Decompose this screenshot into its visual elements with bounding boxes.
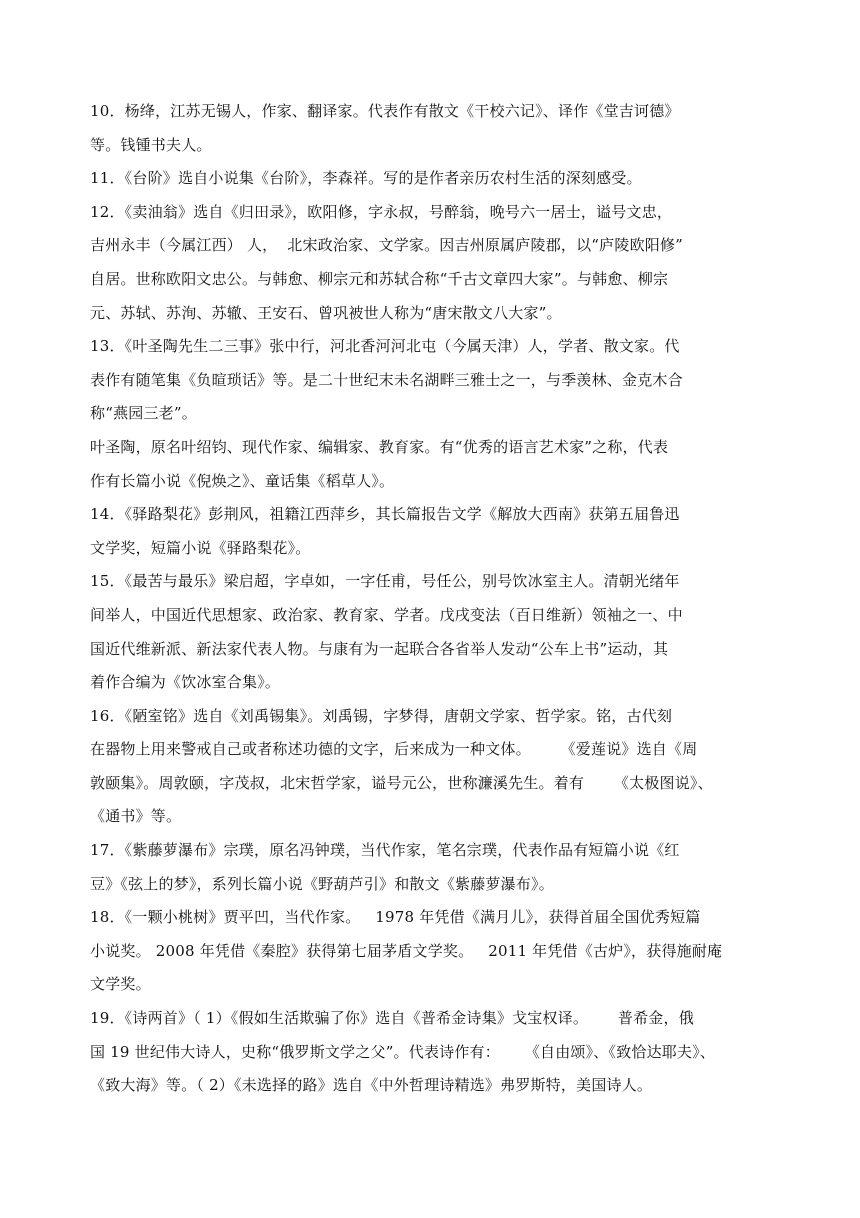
text-line: 自居。世称欧阳文忠公。与韩愈、柳宗元和苏轼合称“千古文章四大家”。与韩愈、柳宗 [90,269,669,288]
text-line: 10．杨绛，江苏无锡人，作家、翻译家。代表作有散文《干校六记》、译作《堂吉诃德》 [90,102,680,120]
document-page [90,95,790,1103]
text-line: 国近代维新派、新法家代表人物。与康有为一起联合各省举人发动“公车上书”运动，其 [90,639,669,658]
text-line: 叶圣陶，原名叶绍钧、现代作家、编辑家、教育家。有“优秀的语言艺术家”之称，代表 [90,437,669,456]
text-line: 国 19 世纪伟大诗人，史称“俄罗斯文学之父”。代表诗作有： 《自由颂》、《致恰达耶夫》、 [90,1042,716,1061]
text-line: 称“燕园三老”。 [90,404,197,423]
text-line: 等。钱锺书夫人。 [90,135,212,154]
text-line: 14．《驿路梨花》彭荆风，祖籍江西萍乡，其长篇报告文学《解放大西南》获第五届鲁迅 [90,505,680,524]
text-line: 表作有随笔集《负暄琐话》等。是二十世纪末未名湖畔三雅士之一，与季羡林、金克木合 [90,370,683,389]
text-line: 文学奖。 [90,975,151,994]
text-line: 着作合编为《饮冰室合集》。 [90,673,281,692]
text-line: 小说奖。 2008 年凭借《秦腔》获得第七届茅盾文学奖。 2011 年凭借《古炉》，获得施耐庵 [90,941,723,960]
text-line: 吉州永丰（今属江西） 人， 北宋政治家、文学家。因吉州原属庐陵郡，以“庐陵欧阳修” [90,236,684,255]
text-line: 文学奖，短篇小说《驿路梨花》。 [90,538,311,557]
text-line: 11．《台阶》选自小说集《台阶》，李森祥。写的是作者亲历农村生活的深刻感受。 [90,169,642,188]
text-line: 间举人，中国近代思想家、政治家、教育家、学者。戊戌变法（百日维新）领袖之一、中 [90,605,683,624]
text-line: 作有长篇小说《倪焕之》、童话集《稻草人》。 [90,471,395,490]
text-line: 18．《一颗小桃树》贾平凹，当代作家。 1978 年凭借《满月儿》，获得首届全国优秀短篇 [90,908,701,927]
text-line: 15．《最苦与最乐》梁启超，字卓如，一字任甫，号任公，别号饮冰室主人。清朝光绪年 [90,572,680,591]
text-line: 12．《卖油翁》选自《归田录》，欧阳修，字永叔，号醉翁，晚号六一居士，谥号文忠， [90,202,673,221]
text-line: 《致大海》等。（ 2）《未选择的路》选自《中外哲理诗精选》弗罗斯特，美国诗人。 [90,1076,653,1095]
text-line: 17．《紫藤萝瀑布》宗璞，原名冯钟璞，当代作家，笔名宗璞，代表作品有短篇小说《红 [90,841,680,860]
text-line: 在器物上用来警戒自己或者称述功德的文字，后来成为一种文体。 《爱莲说》选自《周 [90,740,698,759]
text-line: 敦颐集》。周敦颐，字茂叔，北宋哲学家，谥号元公，世称濂溪先生。着有 《太极图说》、 [90,773,713,792]
text-line: 19．《诗两首》（ 1）《假如生活欺骗了你》选自《普希金诗集》戈宝权译。 普希金，俄 [90,1009,694,1028]
text-line: 豆》《弦上的梦》，系列长篇小说《野葫芦引》和散文《紫藤萝瀑布》。 [90,874,554,893]
text-line: 《通书》等。 [90,807,182,826]
text-line: 13．《叶圣陶先生二三事》张中行，河北香河河北屯（今属天津）人，学者、散文家。代 [90,337,680,356]
text-line: 元、苏轼、苏洵、苏辙、王安石、曾巩被世人称为“唐宋散文八大家”。 [90,303,562,322]
text-line: 16．《陋室铭》选自《刘禹锡集》。刘禹锡，字梦得，唐朝文学家、哲学家。铭，古代刻 [90,706,673,725]
